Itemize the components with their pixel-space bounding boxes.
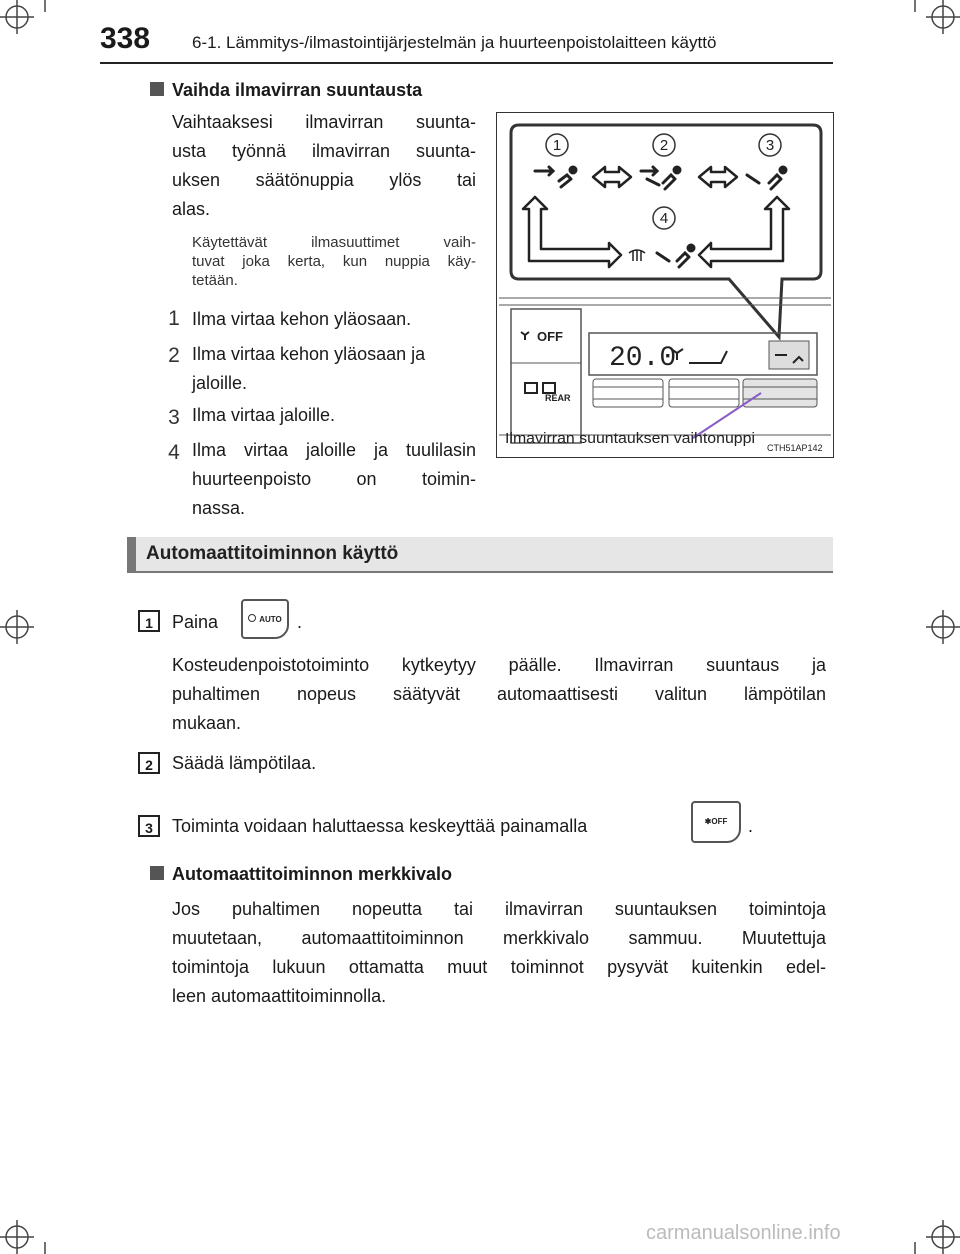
callout-number: 3 xyxy=(765,137,775,154)
step-1-period: . xyxy=(297,612,303,632)
callout-number: 1 xyxy=(552,137,562,154)
step-2-text: Säädä lämpötilaa. xyxy=(172,753,317,773)
rear-defrost-icon xyxy=(543,383,555,393)
header-rule xyxy=(100,62,833,64)
list-item: Ilma virtaa jaloille. xyxy=(192,405,336,425)
fan-bars-icon xyxy=(689,351,727,363)
airflow-intro: Vaihtaaksesi ilmavirran suunta- usta työnnä ilmavirran suunta- uksen säätönuppia ylös tai alas. xyxy=(172,112,476,219)
off-fan-icon xyxy=(521,332,529,340)
temperature-display: 20.0 xyxy=(609,343,677,374)
callout-number: 4 xyxy=(659,210,669,227)
step-number: 2 xyxy=(138,752,160,774)
climate-panel-illustration xyxy=(497,113,833,457)
chapter-title: 6-1. Lämmitys-/ilmastointijärjestelmän ja huurteenpoistolaitteen käyttö xyxy=(192,33,717,52)
watermark: carmanualsonline.info xyxy=(646,1222,841,1244)
rear-label: REAR xyxy=(545,393,571,403)
step-number: 1 xyxy=(138,610,160,632)
list-item: Ilma virtaa jaloille ja tuulilasin huurteenpoisto on toimin- nassa. xyxy=(192,440,476,518)
step-3-text: Toiminta voidaan haluttaessa keskeyttää painamalla xyxy=(172,816,588,836)
item-number: 2 xyxy=(168,344,180,367)
list-item: Ilma virtaa kehon yläosaan ja jaloille. xyxy=(192,344,426,393)
figure-code: CTH51AP142 xyxy=(767,443,823,453)
indicator-text: Jos puhaltimen nopeutta tai ilmavirran suuntauksen toimintoja muutetaan, automaattitoiminnon merkkivalo sammuu. Muutettuja toimintoja lukuun ottamatta muut toiminnot pysyvät kuitenkin edel- leen automaattitoiminnolla. xyxy=(172,899,826,1006)
auto-button-icon: AUTO xyxy=(241,599,289,639)
climate-panel-figure xyxy=(496,112,834,458)
rear-defrost-icon xyxy=(525,383,537,393)
step-3-period: . xyxy=(748,816,754,836)
step-1-text: Paina xyxy=(172,612,219,632)
indicator-heading: Automaattitoiminnon merkkivalo xyxy=(150,864,452,885)
square-bullet-icon xyxy=(150,82,164,96)
airflow-note: Käytettävät ilmasuuttimet vaih- tuvat joka kerta, kun nuppia käy- tetään. xyxy=(192,234,476,289)
item-number: 1 xyxy=(168,307,180,330)
square-bullet-icon xyxy=(150,866,164,880)
step-number: 3 xyxy=(138,815,160,837)
callout-number: 2 xyxy=(659,137,669,154)
section-title: Automaattitoiminnon käyttö xyxy=(146,543,399,564)
off-label: OFF xyxy=(537,329,563,344)
section-bar xyxy=(127,537,833,573)
airflow-heading: Vaihda ilmavirran suuntausta xyxy=(150,80,422,101)
figure-caption: Ilmavirran suuntauksen vaihtonuppi xyxy=(505,430,755,447)
item-number: 4 xyxy=(168,441,180,464)
off-button-icon: ✱OFF xyxy=(691,801,741,843)
list-item: Ilma virtaa kehon yläosaan. xyxy=(192,309,412,329)
step-1-detail: Kosteudenpoistotoiminto kytkeytyy päälle. Ilmavirran suuntaus ja puhaltimen nopeus säätyvät automaattisesti valitun lämpötilan mukaan. xyxy=(172,655,826,733)
item-number: 3 xyxy=(168,406,180,429)
page-number: 338 xyxy=(100,22,151,55)
